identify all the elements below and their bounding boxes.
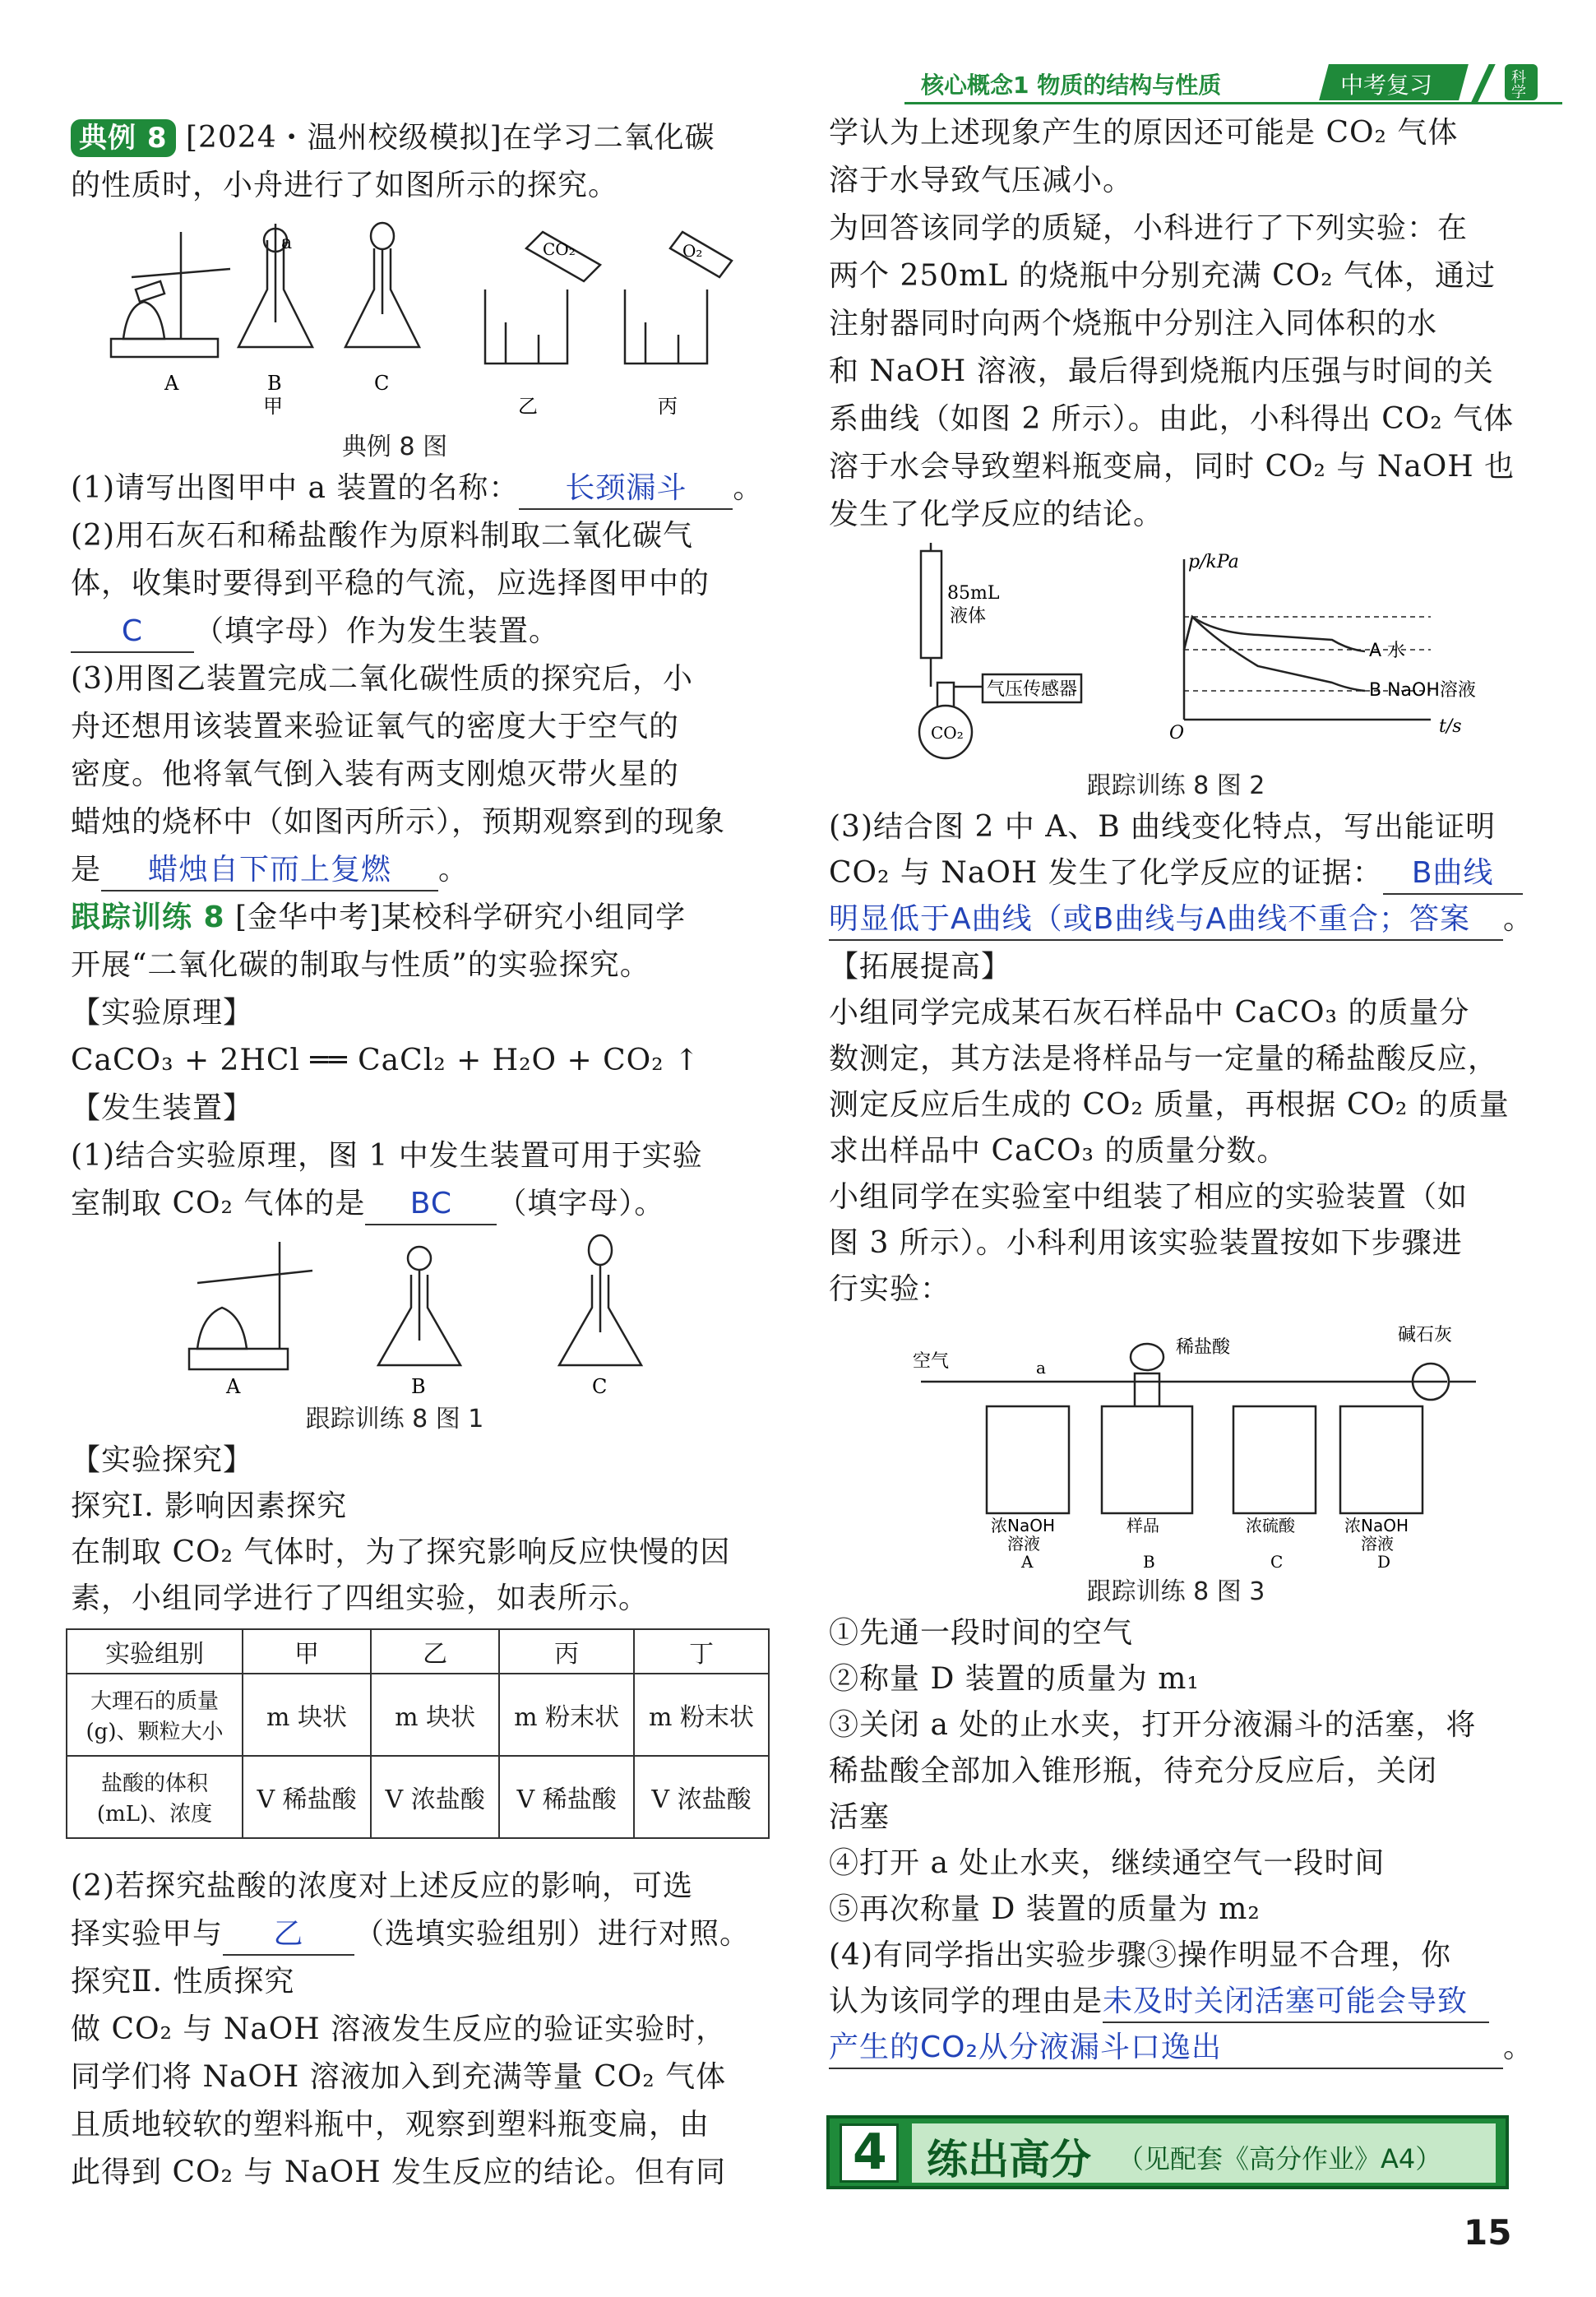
explore2-line3: 且质地较软的塑料瓶中，观察到塑料瓶变扁，由 <box>71 2108 710 2142</box>
right-l7: 系曲线（如图 2 所示）。由此，小科得出 CO₂ 气体 <box>829 402 1515 436</box>
example-q3-line5: 是 蜡烛自下而上复燃 。 <box>71 849 469 891</box>
explore-title: 【实验探究】 <box>71 1443 254 1477</box>
right-q3-line2 <box>829 852 1523 895</box>
fig3-bottle-a-1: 浓NaOH <box>991 1516 1055 1535</box>
training-fig1-caption: 跟踪训练 8 图 1 <box>305 1405 484 1433</box>
example-q3-line2: 舟还想用该装置来验证氧气的密度大于空气的 <box>71 710 680 743</box>
header-tab-label: 中考复习 <box>1340 72 1433 99</box>
table-header: 丁 <box>634 1629 769 1674</box>
example-q3-line4: 蜡烛的烧杯中（如图丙所示），预期观察到的现象 <box>71 805 726 839</box>
right-l1: 学认为上述现象产生的原因还可能是 CO₂ 气体 <box>829 116 1459 150</box>
ext-l3: 测定反应后生成的 CO₂ 质量，再根据 CO₂ 的质量 <box>829 1088 1510 1122</box>
right-l3: 为回答该同学的质疑，小科进行了下列实验：在 <box>829 211 1469 245</box>
right-q4-answer-1: 未及时关闭活塞可能会导致 <box>1103 1984 1489 2023</box>
table-cell: m 块状 <box>371 1674 499 1756</box>
example-badge: 典例 8 <box>71 119 176 157</box>
ext-l7: 行实验： <box>829 1272 951 1306</box>
training-figure-3 <box>904 1316 1480 1571</box>
fig3-letter-d: D <box>1377 1552 1391 1571</box>
step-3-1: ③关闭 a 处的止水夹，打开分液漏斗的活塞，将 <box>829 1708 1477 1742</box>
curve-b <box>1184 617 1365 691</box>
banner <box>826 2115 1509 2189</box>
right-l6: 和 NaOH 溶液，最后得到烧瓶内压强与时间的关 <box>829 354 1494 388</box>
ext-l1: 小组同学完成某石灰石样品中 CaCO₃ 的质量分 <box>829 996 1470 1030</box>
fig3-bottle-d-2: 溶液 <box>1361 1534 1394 1554</box>
step-4: ④打开 a 处止水夹，继续通空气一段时间 <box>829 1846 1386 1880</box>
training-q1-line2 <box>71 1183 664 1225</box>
table-cell: 大理石的质量(g)、颗粒大小 <box>67 1674 243 1756</box>
ext-l6: 图 3 所示）。小科利用该实验装置按如下步骤进 <box>829 1226 1463 1260</box>
fig-label-b: B <box>267 372 282 395</box>
table-cell: m 块状 <box>243 1674 371 1756</box>
training-fig3-caption: 跟踪训练 8 图 3 <box>1086 1577 1265 1606</box>
explore1-title: 探究Ⅰ. 影响因素探究 <box>71 1489 348 1523</box>
right-l2: 溶于水导致气压减小。 <box>829 164 1134 197</box>
header-concept: 核心概念1 物质的结构与性质 <box>921 72 1222 99</box>
table-header: 乙 <box>371 1629 499 1674</box>
explore1-text2: 素，小组同学进行了四组实验，如表所示。 <box>71 1582 650 1615</box>
training-q2-line2 <box>71 1913 750 1956</box>
example-q1-answer: 长颈漏斗 <box>519 470 733 510</box>
fig-label-c: C <box>374 372 390 395</box>
table-cell: V 稀盐酸 <box>499 1756 634 1838</box>
step-3-3: 活塞 <box>829 1800 891 1834</box>
right-q4-line3: 产生的CO₂从分液漏斗口逸出 。 <box>829 2026 1534 2069</box>
training-fig2-caption: 跟踪训练 8 图 2 <box>1086 771 1265 800</box>
sensor-label: 气压传感器 <box>987 679 1078 700</box>
fig3-letter-a: A <box>1021 1552 1034 1571</box>
banner-title: 练出高分 <box>927 2136 1091 2184</box>
training-q1-line2-text: 室制取 CO₂ 气体的是 <box>71 1187 366 1220</box>
right-l5: 注射器同时向两个烧瓶中分别注入同体积的水 <box>829 307 1438 340</box>
explore2-line4: 此得到 CO₂ 与 NaOH 发生反应的结论。但有同 <box>71 2156 727 2189</box>
training-q2-answer: 乙 <box>223 1916 354 1956</box>
flask-label: CO₂ <box>931 723 964 743</box>
table-cell: m 粉末状 <box>634 1674 769 1756</box>
right-q3-answer-2: 明显低于A曲线（或B曲线与A曲线不重合；答案 <box>829 901 1503 941</box>
fig3-acid: 稀盐酸 <box>1176 1337 1231 1358</box>
fig3-letter-c: C <box>1270 1552 1284 1571</box>
ext-l4: 求出样品中 CaCO₃ 的质量分数。 <box>829 1134 1288 1168</box>
right-q4-answer-2: 产生的CO₂从分液漏斗口逸出 <box>829 2030 1503 2069</box>
fig2-xlabel: t/s <box>1439 716 1462 737</box>
fig3-air: 空气 <box>913 1351 950 1372</box>
example-q3-line3: 密度。他将氧气倒入装有两支刚熄灭带火星的 <box>71 757 680 791</box>
page-number: 15 <box>1464 2212 1512 2253</box>
fig-label-a: A <box>164 372 179 395</box>
training-title-line <box>71 896 686 939</box>
device-title: 【发生装置】 <box>71 1091 254 1125</box>
training-q2-tail: （选填实验组别）进行对照。 <box>354 1917 751 1951</box>
fig-co2-label: CO₂ <box>543 239 576 259</box>
equation: CaCO₃ + 2HCl ══ CaCl₂ + H₂O + CO₂ ↑ <box>71 1044 701 1077</box>
example-figure <box>99 215 740 421</box>
explore2-line2: 同学们将 NaOH 溶液加入到充满等量 CO₂ 气体 <box>71 2060 727 2094</box>
training-badge: 跟踪训练 8 <box>71 901 225 934</box>
table-header: 实验组别 <box>67 1629 243 1674</box>
subject-label: 科学 <box>1509 69 1526 99</box>
right-q3-line1: (3)结合图 2 中 A、B 曲线变化特点，写出能证明 <box>829 810 1497 844</box>
training-q1-line1: (1)结合实验原理，图 1 中发生装置可用于实验 <box>71 1139 703 1173</box>
example-q2-answer: C <box>71 614 194 653</box>
training-figure-1 <box>164 1225 674 1398</box>
training-q2-prefix: 择实验甲与 <box>71 1917 224 1951</box>
fig3-bottle-c: 浓硫酸 <box>1246 1516 1295 1535</box>
step-3-2: 稀盐酸全部加入锥形瓶，待充分反应后，关闭 <box>829 1754 1438 1788</box>
fig2-origin: O <box>1169 723 1185 743</box>
right-l4: 两个 250mL 的烧瓶中分别充满 CO₂ 气体，通过 <box>829 259 1497 293</box>
example-source: [2024・温州校级模拟] <box>185 121 502 155</box>
banner-note: （见配套《高分作业》A4） <box>1117 2143 1442 2174</box>
training-source: [金华中考] <box>235 901 382 934</box>
example-title-line <box>71 117 715 160</box>
fig3-bottle-d-1: 浓NaOH <box>1344 1516 1409 1535</box>
fig3-bottle-b: 样品 <box>1126 1516 1159 1535</box>
fig1-label-c: C <box>592 1375 608 1398</box>
fig-a-label: a <box>281 233 293 253</box>
step-1: ①先通一段时间的空气 <box>829 1616 1134 1650</box>
table-header: 甲 <box>243 1629 371 1674</box>
explore2-title: 探究Ⅱ. 性质探究 <box>71 1965 295 1998</box>
fig3-letter-b: B <box>1143 1552 1155 1571</box>
example-q1-text: (1)请写出图甲中 a 装置的名称： <box>71 471 520 505</box>
right-q4-prefix: 认为该同学的理由是 <box>829 1984 1103 2018</box>
header-slash <box>1471 64 1495 102</box>
training-figure-2 <box>904 543 1480 765</box>
right-q3-line3: 明显低于A曲线（或B曲线与A曲线不重合；答案 。 <box>829 898 1534 941</box>
example-q2-line3 <box>71 610 559 653</box>
table-cell: V 浓盐酸 <box>634 1756 769 1838</box>
training-q1-tail: （填字母）。 <box>497 1187 665 1220</box>
curve-b-label: B NaOH溶液 <box>1369 680 1476 701</box>
fig3-a: a <box>1036 1358 1046 1378</box>
table-cell: V 浓盐酸 <box>371 1756 499 1838</box>
table-cell: m 粉末状 <box>499 1674 634 1756</box>
training-q1-answer: BC <box>365 1186 497 1225</box>
step-5: ⑤再次称量 D 装置的质量为 m₂ <box>829 1892 1261 1926</box>
experiment-table <box>66 1628 770 1839</box>
ext-l2: 数测定，其方法是将样品与一定量的稀盐酸反应， <box>829 1042 1499 1076</box>
banner-number: 4 <box>853 2123 887 2181</box>
table-cell: V 稀盐酸 <box>243 1756 371 1838</box>
table-cell: 盐酸的体积(mL)、浓度 <box>67 1756 243 1838</box>
header-rule <box>904 102 1562 104</box>
example-q2-line2: 体，收集时要得到平稳的气流，应选择图甲中的 <box>71 567 710 600</box>
explore1-text1: 在制取 CO₂ 气体时，为了探究影响反应快慢的因 <box>71 1535 731 1569</box>
curve-a-label: A 水 <box>1369 641 1406 661</box>
table-header: 丙 <box>499 1629 634 1674</box>
right-q4-line1: (4)有同学指出实验步骤③操作明显不合理，你 <box>829 1938 1451 1972</box>
example-q3-line1: (3)用图乙装置完成二氧化碳性质的探究后，小 <box>71 662 693 696</box>
fig-label-jia: 甲 <box>263 395 283 418</box>
header <box>896 64 1571 104</box>
right-q3-line2-text: CO₂ 与 NaOH 发生了化学反应的证据： <box>829 856 1383 890</box>
training-q2-line1: (2)若探究盐酸的浓度对上述反应的影响，可选 <box>71 1869 693 1903</box>
fig-label-bing: 丙 <box>658 395 678 418</box>
example-q3-answer: 蜡烛自下而上复燃 <box>101 852 438 891</box>
ext-l5: 小组同学在实验室中组装了相应的实验装置（如 <box>829 1180 1469 1214</box>
fig-label-yi: 乙 <box>518 395 538 418</box>
fig1-label-a: A <box>226 1375 241 1398</box>
training-intro-2: 开展“二氧化碳的制取与性质”的实验探究。 <box>71 948 650 982</box>
explore2-line1: 做 CO₂ 与 NaOH 溶液发生反应的验证实验时， <box>71 2012 727 2046</box>
example-q1: (1)请写出图甲中 a 装置的名称： 长颈漏斗 。 <box>71 467 763 510</box>
syringe-label-1: 85mL <box>947 583 1000 604</box>
fig-o2-label: O₂ <box>682 241 703 261</box>
fig1-label-b: B <box>411 1375 426 1398</box>
right-l8: 溶于水会导致塑料瓶变扁，同时 CO₂ 与 NaOH 也 <box>829 450 1515 484</box>
syringe-label-2: 液体 <box>950 606 987 627</box>
right-l9: 发生了化学反应的结论。 <box>829 498 1164 531</box>
fig3-soda-lime: 碱石灰 <box>1398 1325 1453 1345</box>
example-intro-2: 的性质时，小舟进行了如图所示的探究。 <box>71 169 619 202</box>
step-2: ②称量 D 装置的质量为 m₁ <box>829 1662 1200 1696</box>
right-q3-answer-1: B曲线 <box>1383 855 1523 895</box>
example-q2-line1: (2)用石灰石和稀盐酸作为原料制取二氧化碳气 <box>71 519 693 553</box>
training-intro-1: 某校科学研究小组同学 <box>382 901 687 934</box>
principle-title: 【实验原理】 <box>71 996 254 1030</box>
example-fig-caption: 典例 8 图 <box>341 433 448 461</box>
right-q4-line2 <box>829 1980 1489 2023</box>
example-intro-1: 在学习二氧化碳 <box>502 121 715 155</box>
fig3-bottle-a-2: 溶液 <box>1007 1534 1040 1554</box>
example-q2-tail: （填字母）作为发生装置。 <box>194 614 560 648</box>
fig2-ylabel: p/kPa <box>1188 552 1239 572</box>
example-q3-prefix: 是 <box>71 853 102 887</box>
extend-title: 【拓展提高】 <box>829 950 1012 984</box>
